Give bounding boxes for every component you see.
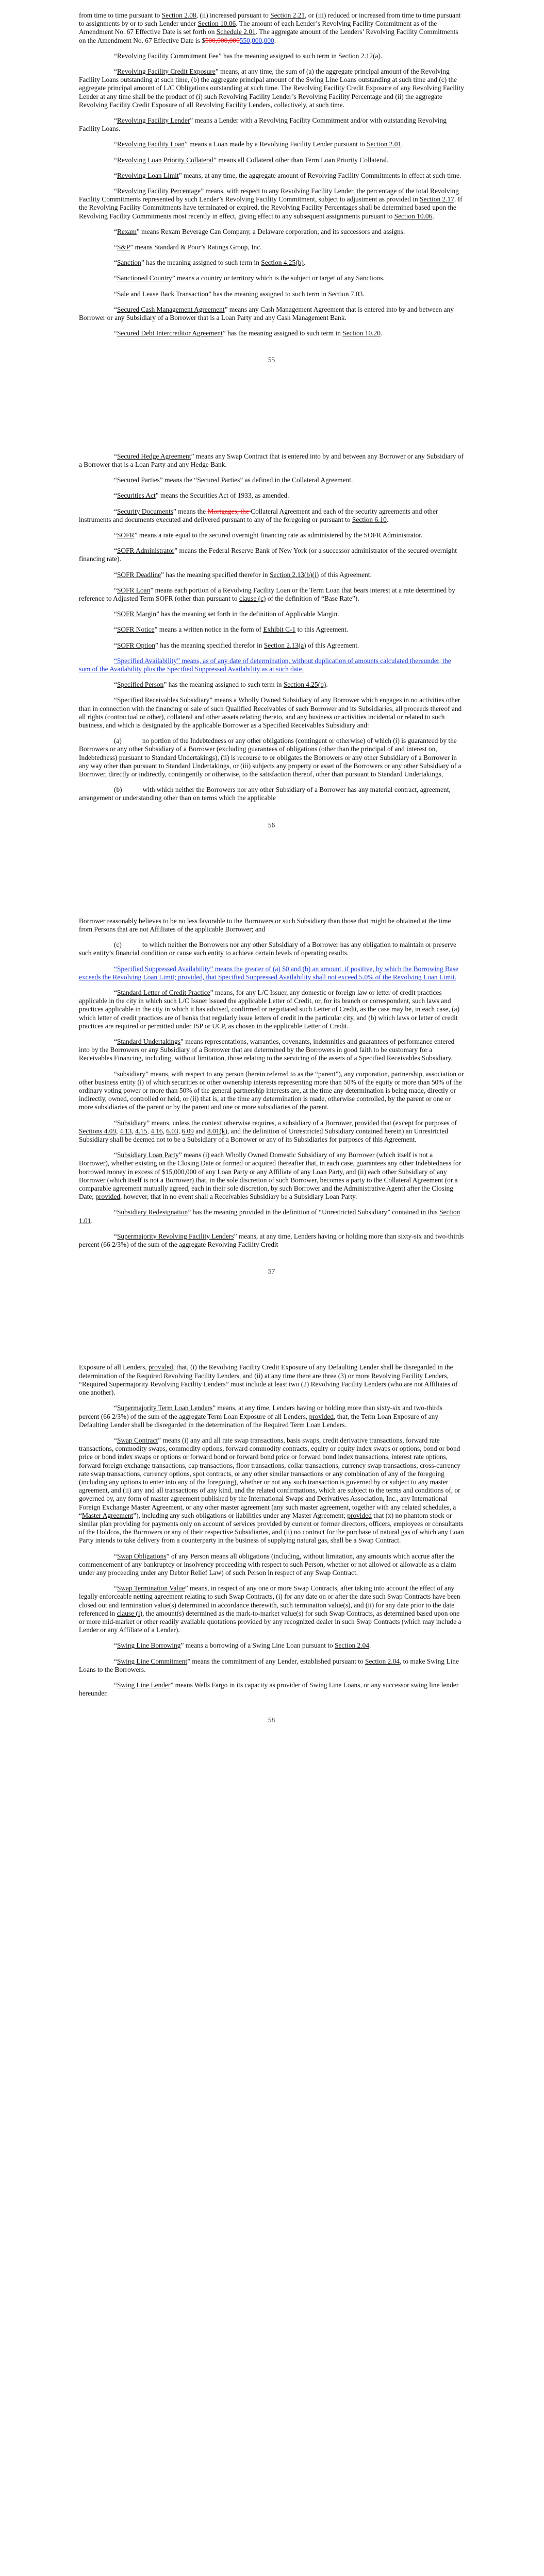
definition-paragraph: “SOFR Administrator” means the Federal Reserve Bank of New York (or a successor administrator of the secured overnight financing rate). (79, 547, 457, 563)
definition-paragraph: “Specified Receivables Subsidiary” means a Wholly Owned Subsidiary of any Borrower which engages in no activities other than in connection with the financing or sale of such Qualified Receivables of such Borrower and its Subsidiaries, all proceeds thereof and all rights (contractual or other), collateral and other assets relating thereto, and any business or activities incidental or related to such business, and which is designated by the applicable Borrower as a Specified Receivables Subsidiary and: (79, 696, 462, 729)
definition-paragraph: (c) to which neither the Borrowers nor any other Subsidiary of a Borrower has any obligation to maintain or preserve such entity’s financial condition or cause such entity to achieve certain levels of operating results. (79, 941, 456, 957)
page-number: 55 (268, 356, 275, 364)
definition-paragraph: Exposure of all Lenders, provided, that, (i) the Revolving Facility Credit Exposure of any Defaulting Lender shall be disregarded in the determination of the Required Revolving Facility Lenders, and (ii) at any time there are three (3) or more Revolving Facility Lenders, “Required Supermajority Revolving Facility Lenders” must include at least two (2) Revolving Facility Lenders (who are not Affiliates of one another). (79, 1363, 458, 1397)
definition-paragraph: “Specified Suppressed Availability” means the greater of (a) $0 and (b) an amount, if positive, by which the Borrowing Base exceeds the Revolving Loan Limit; provided, that Specified Suppressed Availability shall not exceed 5.0% of the Revolving Loan Limit. (79, 964, 458, 981)
definition-paragraph: “SOFR” means a rate equal to the secured overnight financing rate as administered by the SOFR Administrator. (114, 531, 423, 539)
definition-paragraph: “SOFR Loan” means each portion of a Revolving Facility Loan or the Term Loan that bears interest at a rate determined by reference to Adjusted Term SOFR (other than pursuant to clause (c) of the definition of “Base Rate”). (79, 586, 455, 602)
definition-paragraph: “SOFR Option” has the meaning specified therefor in Section 2.13(a) of this Agreement. (114, 641, 359, 649)
definition-paragraph: “Specified Availability” means, as of any date of determination, without duplication of amounts calculated thereunder, the sum of the Availability plus the Specified Suppressed Availability as at such date. (79, 656, 451, 673)
definition-paragraph: “Secured Parties” means the “Secured Parties” as defined in the Collateral Agreement. (114, 476, 353, 484)
definition-paragraph: “Revolving Loan Limit” means, at any time, the aggregate amount of Revolving Facility Commitments in effect at such time. (114, 171, 461, 179)
page-number: 57 (268, 1267, 275, 1276)
definition-paragraph: “Swing Line Lender” means Wells Fargo in its capacity as provider of Swing Line Loans, or any successor swing line lender hereunder. (79, 1681, 459, 1698)
page-break (0, 1276, 544, 1363)
page-break (0, 829, 544, 917)
definition-paragraph: “Security Documents” means the Mortgages, the Collateral Agreement and each of the security agreements and other instruments and documents executed and delivered pursuant to any of the foregoing or pursuant to Section 6.10. (79, 507, 438, 523)
definition-paragraph: “Revolving Facility Commitment Fee” has the meaning assigned to such term in Section 2.12(a). (114, 52, 383, 60)
definition-paragraph: “Sale and Lease Back Transaction” has the meaning assigned to such term in Section 7.03. (114, 290, 365, 298)
definition-paragraph: “Secured Hedge Agreement” means any Swap Contract that is entered into by and between any Borrower or any Subsidiary of a Borrower that is a Loan Party and any Hedge Bank. (79, 452, 464, 468)
document-page-58 (0, 1363, 544, 1724)
definition-paragraph: “Standard Undertakings” means representations, warranties, covenants, indemnities and guarantees of performance entered into by the Borrowers or any Subsidiary of a Borrower that are determined by the Borrowers in good faith to be customary for a Receivables Financing, including, without limitation, those relating to the servicing of the assets of a Specified Receivables Subsidiary. (79, 1038, 455, 1062)
definition-paragraph: “Swap Contract” means (i) any and all rate swap transactions, basis swaps, credit derivative transactions, forward rate transactions, commodity swaps, commodity options, forward commodity contracts, equity or equity index swaps or options, bond or bond price or bond index swaps or options or forward bond or forward bond price or forward bond index transactions, interest rate options, forward foreign exchange transactions, cap transactions, floor transactions, collar transactions, currency swap transactions, cross-currency rate swap transactions, currency options, spot contracts, or any other similar transactions or any combination of any of the foregoing (including any options to enter into any of the foregoing), whether or not any such transaction is governed by or subject to any master agreement, and (ii) any and all transactions of any kind, and the related confirmations, which are subject to the terms and conditions of, or governed by, any form of master agreement published by the International Swaps and Derivatives Association, Inc., any International Foreign Exchange Master Agreement, or any other master agreement (any such master agreement, together with any related schedules, a “Master Agreement”), including any such obligations or liabilities under any Master Agreement; provided that (x) no phantom stock or similar plan providing for payments only on account of services provided by current or former directors, officers, employees or consultants of the Holdcos, the Borrowers or any of their respective Subsidiaries, and (ii) no contract for the purchase of natural gas of which any Loan Party intends to take delivery from a counterparty in the business of supplying natural gas, shall be a Swap Contract. (79, 1436, 464, 1545)
definition-paragraph: “subsidiary” means, with respect to any person (herein referred to as the “parent”), any corporation, partnership, association or other business entity (i) of which securities or other ownership interests representing more than 50% of the equity or more than 50% of the ordinary voting power or more than 50% of the general partnership interests are, at the time any determination is being made, directly or indirectly, owned, controlled or held, or (ii) that is, at the time any determination is made, otherwise controlled, by the parent or one or more subsidiaries of the parent or by the parent and one or more subsidiaries of the parent. (79, 1070, 464, 1111)
definition-paragraph: Borrower reasonably believes to be no less favorable to the Borrowers or such Subsidiary than those that might be obtained at the time from Persons that are not Affiliates of the applicable Borrower; and (79, 917, 451, 933)
definition-paragraph: “Revolving Loan Priority Collateral” means all Collateral other than Term Loan Priority Collateral. (114, 156, 389, 164)
definition-paragraph: (a) no portion of the Indebtedness or any other obligations (contingent or otherwise) of which (i) is guaranteed by the Borrowers or any other Subsidiary of a Borrower (excluding guarantees of obligations (other than the principal of and interest on, Indebtedness) pursuant to Standard Undertakings), (ii) is recourse to or obligates the Borrowers or any other Subsidiary of a Borrower in any way other than pursuant to Standard Undertakings, or (iii) subjects any property or asset of the Borrowers or any other Subsidiary of a Borrower, directly or indirectly, contingently or otherwise, to the satisfaction thereof, other than pursuant to Standard Undertakings, (79, 737, 461, 778)
definition-paragraph: “Revolving Facility Lender” means a Lender with a Revolving Facility Commitment and/or with outstanding Revolving Facility Loans. (79, 116, 447, 133)
definition-paragraph: “Swing Line Commitment” means the commitment of any Lender, established pursuant to Section 2.04, to make Swing Line Loans to the Borrowers. (79, 1657, 459, 1673)
definition-paragraph: “Standard Letter of Credit Practice” means, for any L/C Issuer, any domestic or foreign law or letter of credit practices applicable in the city in which such L/C Issuer issued the applicable Letter of Credit, or, for its branch or correspondent, such laws and practices applicable in the city in which it has advised, confirmed or negotiated such Letter of Credit, as the case may be, in each case, (a) which letter of credit practices are of banks that regularly issue letters of credit in the particular city, and (b) which laws or letter of credit practices are required or permitted under ISP or UCP, as chosen in the applicable Letter of Credit. (79, 989, 460, 1030)
definition-paragraph: “Subsidiary” means, unless the context otherwise requires, a subsidiary of a Borrower, provided that (except for purposes of Sections 4.09, 4.13, 4.15, 4.16, 6.03, 6.09 and 8.01(k), and the definition of Unrestricted Subsidiary contained herein) an Unrestricted Subsidiary shall be deemed not to be a Subsidiary of a Borrower or any of its Subsidiaries for purposes of this Agreement. (79, 1118, 457, 1144)
definition-paragraph: “Securities Act” means the Securities Act of 1933, as amended. (114, 492, 289, 500)
definition-paragraph: “Supermajority Revolving Facility Lenders” means, at any time, Lenders having or holding more than sixty-six and two-thirds percent (66 2/3%) of the sum of the aggregate Revolving Facility Credit (79, 1232, 464, 1249)
page-number: 58 (268, 1716, 275, 1724)
definition-paragraph: “Swap Termination Value” means, in respect of any one or more Swap Contracts, after taking into account the effect of any legally enforceable netting agreement relating to such Swap Contracts, (i) for any date on or after the date such Swap Contracts have been closed out and termination value(s) determined in accordance therewith, such termination value(s), and (ii) for any date prior to the date referenced in clause (i), the amount(s) determined as the mark-to-market value(s) for such Swap Contracts, as determined based upon one or more mid-market or other readily available quotations provided by any recognized dealer in such Swap Contracts (which may include a Lender or any Affiliate of a Lender). (79, 1584, 461, 1634)
definition-paragraph: (b) with which neither the Borrowers nor any other Subsidiary of a Borrower has any material contract, agreement, arrangement or understanding other than on terms which the applicable (79, 786, 451, 802)
definition-paragraph: “Revolving Facility Loan” means a Loan made by a Revolving Facility Lender pursuant to Section 2.01. (114, 140, 403, 148)
document-page-56 (0, 452, 544, 829)
definition-paragraph: “Revolving Facility Percentage” means, with respect to any Revolving Facility Lender, the percentage of the total Revolving Facility Commitments represented by such Lender’s Revolving Facility Commitment, subject to adjustment as provided in Section 2.17. If the Revolving Facility Commitments have terminated or expired, the Revolving Facility Percentages shall be determined based upon the Revolving Facility Commitments most recently in effect, giving effect to any subsequent assignments pursuant to Section 10.06. (79, 187, 463, 220)
definition-paragraph: “Specified Person” has the meaning assigned to such term in Section 4.25(b). (114, 681, 328, 689)
definition-paragraph: “Subsidiary Loan Party” means (i) each Wholly Owned Domestic Subsidiary of any Borrower (which itself is not a Borrower), whether existing on the Closing Date or formed or acquired thereafter that, in each case, guarantees any other Indebtedness for borrowed money in excess of $15,000,000 of any Loan Party or any Affiliate of any Loan Party, and (ii) each other Subsidiary of any Borrower (which itself is not a Borrower) that, in the sole discretion of such Borrower, becomes a party to the Collateral Agreement (or a comparable agreement mutually agreed, each in their sole discretion, by such Borrower and the Administrative Agent) after the Closing Date; provided, however, that in no event shall a Receivables Subsidiary be a Subsidiary Loan Party. (79, 1151, 461, 1201)
page-number: 56 (268, 821, 275, 829)
definition-paragraph: “Swap Obligations” of any Person means all obligations (including, without limitation, any amounts which accrue after the commencement of any bankruptcy or insolvency proceeding with respect to such Person, whether or not allowed or allowable as a claim under any proceeding under any Debtor Relief Law) of such Person in respect of any Swap Contract. (79, 1552, 456, 1577)
page-break (0, 365, 544, 452)
document-page-57 (0, 917, 544, 1276)
definition-paragraph: “Rexam” means Rexam Beverage Can Company, a Delaware corporation, and its successors and assigns. (114, 227, 405, 235)
definition-paragraph: “Sanctioned Country” means a country or territory which is the subject or target of any Sanctions. (114, 274, 385, 282)
definition-paragraph: “SOFR Notice” means a written notice in the form of Exhibit C-1 to this Agreement. (114, 625, 349, 634)
definition-paragraph: “Secured Debt Intercreditor Agreement” has the meaning assigned to such term in Section 10.20. (114, 329, 383, 337)
definition-paragraph: from time to time pursuant to Section 2.08, (ii) increased pursuant to Section 2.21, or (iii) reduced or increased from time to time pursuant to assignments by or to such Lender under Section 10.06. The amount of each Lender’s Revolving Facility Commitment as of the Amendment No. 67 Effective Date is set forth on Schedule 2.01. The aggregate amount of the Lenders’ Revolving Facility Commitments on the Amendment No. 67 Effective Date is $500,000,000550,000,000. (79, 11, 461, 44)
definition-paragraph: “Sanction” has the meaning assigned to such term in Section 4.25(b). (114, 259, 306, 267)
document-page-55 (0, 0, 544, 365)
definition-paragraph: “SOFR Margin” has the meaning set forth in the definition of Applicable Margin. (114, 610, 339, 618)
definition-paragraph: “Secured Cash Management Agreement” means any Cash Management Agreement that is entered into by and between any Borrower or any Subsidiary of a Borrower that is a Loan Party and any Cash Management Bank. (79, 305, 454, 322)
definition-paragraph: “Subsidiary Redesignation” has the meaning provided in the definition of “Unrestricted Subsidiary” contained in this Section 1.01. (79, 1208, 460, 1225)
definition-paragraph: “Supermajority Term Loan Lenders” means, at any time, Lenders having or holding more than sixty-six and two-thirds percent (66 2/3%) of the sum of the aggregate Term Loan Exposure of all Lenders, provided, that, the Term Loan Exposure of any Defaulting Lender shall be disregarded in the determination of the Required Term Loan Lenders. (79, 1404, 442, 1429)
definition-paragraph: “Revolving Facility Credit Exposure” means, at any time, the sum of (a) the aggregate principal amount of the Revolving Facility Loans outstanding at such time, (b) the aggregate principal amount of the Swing Line Loans outstanding at such time and (c) the aggregate principal amount of L/C Obligations outstanding at such time. The Revolving Facility Credit Exposure of any Revolving Facility Lender at any time shall be the product of (i) such Revolving Facility Lender’s Revolving Facility Percentage and (ii) the aggregate Revolving Facility Credit Exposure of all Revolving Facility Lenders, collectively, at such time. (79, 67, 464, 109)
definition-paragraph: “SOFR Deadline” has the meaning specified therefor in Section 2.13(b)(i) of this Agreement. (114, 570, 372, 579)
definition-paragraph: “S&P” means Standard & Poor’s Ratings Group, Inc. (114, 243, 262, 251)
definition-paragraph: “Swing Line Borrowing” means a borrowing of a Swing Line Loan pursuant to Section 2.04. (114, 1641, 371, 1650)
